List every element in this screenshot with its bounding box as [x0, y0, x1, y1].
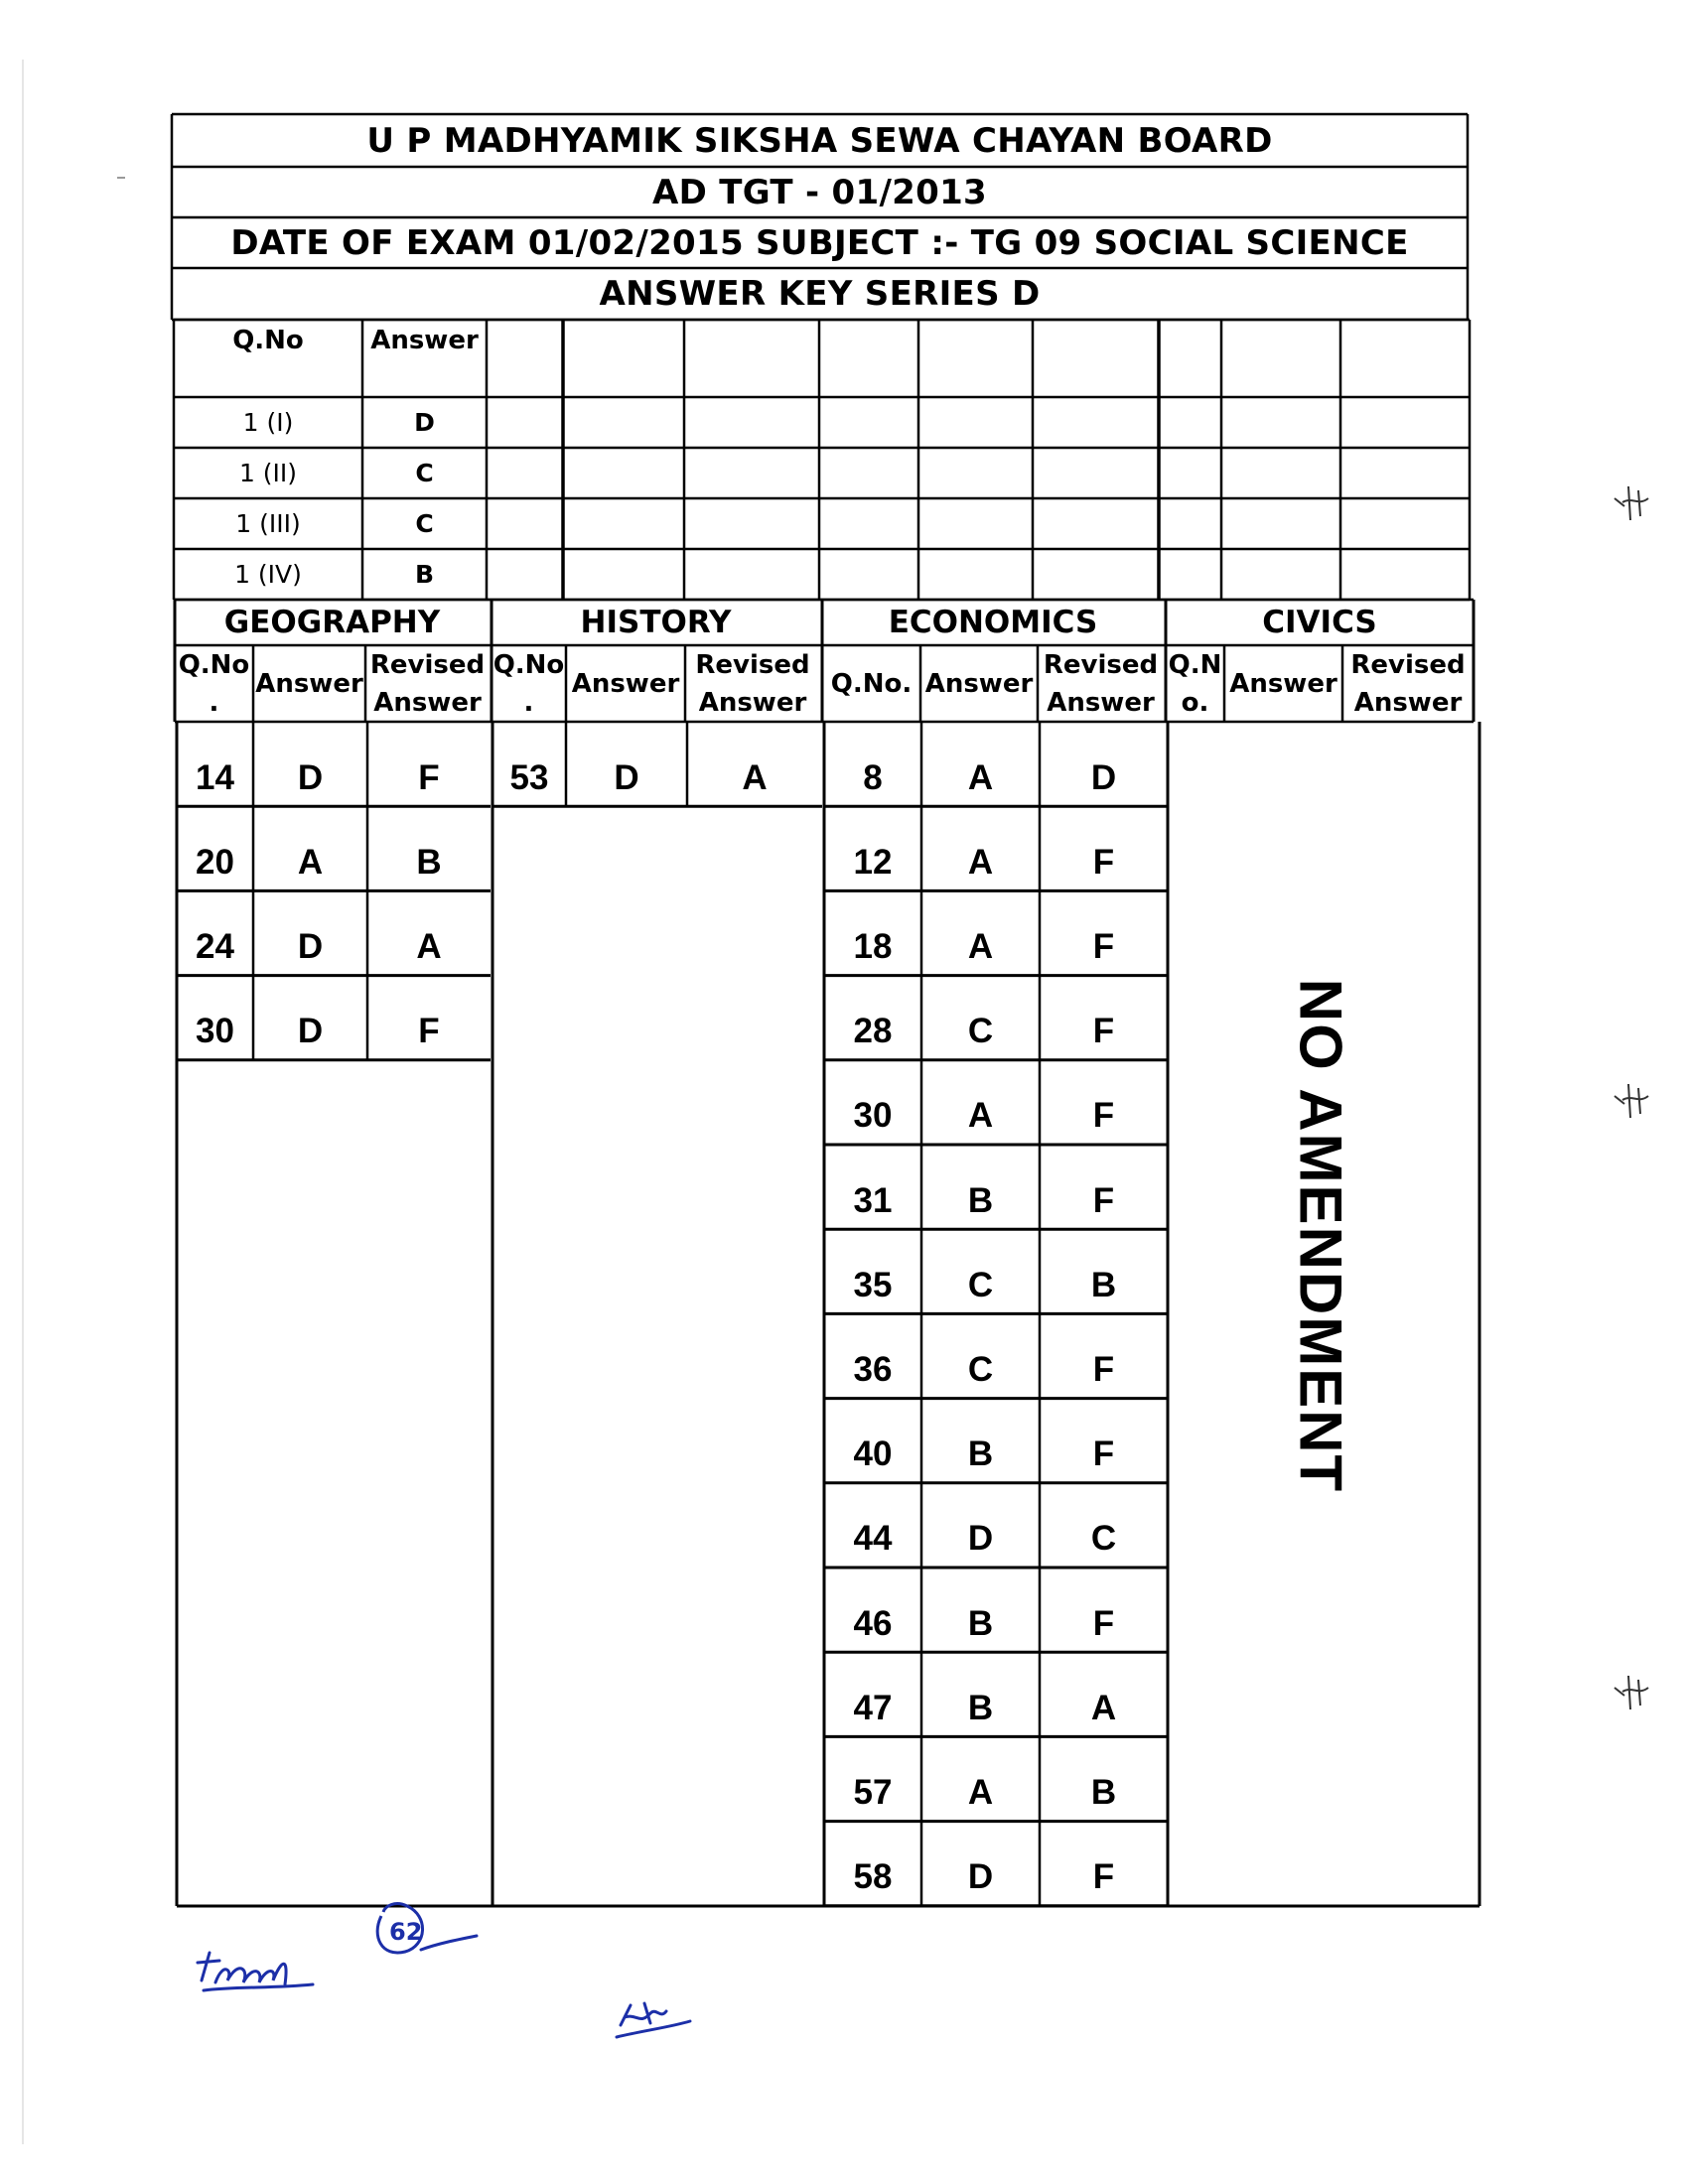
economics-row-answer: C: [967, 1349, 994, 1389]
top-row-answer: C: [415, 459, 434, 487]
economics-row-answer: D: [967, 1519, 994, 1559]
economics-row-answer: A: [967, 842, 994, 882]
economics-row-revised: F: [1092, 1603, 1115, 1643]
geography-row-revised: F: [418, 1012, 440, 1051]
signature-bottom-center: [611, 1995, 700, 2045]
col-revised-economics: Revised Answer: [1043, 649, 1159, 718]
col-revised-civics: Revised Answer: [1350, 649, 1466, 718]
margin-initial-1: [1609, 477, 1658, 526]
banner-date-subject: DATE OF EXAM 01/02/2015 SUBJECT :- TG 09 SOCIAL SCIENCE: [230, 222, 1409, 263]
economics-row-revised: F: [1092, 1180, 1115, 1220]
economics-row-revised: F: [1092, 1012, 1115, 1051]
economics-row-qno: 40: [853, 1434, 893, 1474]
margin-initial-2: [1609, 1074, 1658, 1124]
geography-row-qno: 14: [196, 757, 234, 797]
economics-row-answer: B: [967, 1603, 994, 1643]
col-qno-civics: Q.N o.: [1168, 649, 1222, 718]
economics-row-qno: 36: [853, 1349, 893, 1389]
circled-number-text: 62: [389, 1918, 423, 1946]
geography-row-revised: A: [416, 926, 442, 966]
col-answer-civics: Answer: [1229, 668, 1337, 699]
col-qno-economics: Q.No.: [830, 668, 913, 699]
geography-row-revised: F: [418, 757, 440, 797]
col-answer-geography: Answer: [255, 668, 363, 699]
economics-row-revised: F: [1092, 926, 1115, 966]
economics-row-qno: 12: [853, 842, 893, 882]
economics-row-revised: F: [1092, 842, 1115, 882]
economics-row-answer: A: [967, 1096, 994, 1136]
history-row-revised: A: [742, 757, 768, 797]
col-answer-history: Answer: [571, 668, 680, 699]
top-row-qno: 1 (III): [235, 509, 301, 538]
col-qno-geography: Q.No .: [178, 649, 250, 718]
scan-edge-line: [22, 60, 24, 2144]
economics-row-qno: 31: [853, 1180, 893, 1220]
top-row-answer: B: [414, 560, 435, 589]
top-row-qno: 1 (I): [242, 408, 294, 437]
top-qno-header: Q.No: [232, 326, 304, 355]
section-title-civics: CIVICS: [1262, 605, 1377, 640]
col-answer-economics: Answer: [924, 668, 1034, 699]
economics-row-revised: B: [1090, 1265, 1117, 1304]
economics-row-answer: B: [967, 1180, 994, 1220]
top-answer-header: Answer: [370, 326, 479, 355]
economics-row-answer: A: [967, 757, 994, 797]
col-revised-geography: Revised Answer: [369, 649, 486, 718]
history-row-qno: 53: [509, 757, 549, 797]
economics-row-revised: C: [1090, 1519, 1117, 1559]
economics-row-qno: 58: [853, 1857, 893, 1897]
economics-row-revised: D: [1090, 757, 1117, 797]
geography-row-answer: D: [297, 1012, 324, 1051]
margin-initial-3: [1609, 1666, 1658, 1715]
top-row-qno: 1 (IV): [234, 560, 302, 589]
economics-row-revised: F: [1092, 1096, 1115, 1136]
circled-number-mark: [367, 1896, 487, 1966]
economics-row-qno: 46: [853, 1603, 893, 1643]
geography-row-revised: B: [416, 842, 442, 882]
economics-row-qno: 8: [863, 757, 883, 797]
civics-no-amendment-note: NO AMENDMENT: [1287, 978, 1354, 1494]
banner-exam: AD TGT - 01/2013: [651, 172, 987, 212]
economics-row-answer: A: [967, 926, 994, 966]
col-qno-history: Q.No .: [492, 649, 565, 718]
top-row-qno: 1 (II): [238, 459, 298, 487]
geography-row-answer: A: [297, 842, 324, 882]
geography-row-qno: 20: [196, 842, 234, 882]
section-title-history: HISTORY: [580, 605, 732, 640]
banner-board: U P MADHYAMIK SIKSHA SEWA CHAYAN BOARD: [366, 120, 1273, 161]
economics-row-qno: 28: [853, 1012, 893, 1051]
economics-row-revised: F: [1092, 1349, 1115, 1389]
banner-series: ANSWER KEY SERIES D: [599, 274, 1041, 314]
col-revised-history: Revised Answer: [695, 649, 810, 718]
history-row-answer: D: [614, 757, 639, 797]
economics-row-revised: B: [1090, 1772, 1117, 1812]
economics-row-qno: 44: [853, 1519, 893, 1559]
section-title-economics: ECONOMICS: [888, 605, 1098, 640]
geography-row-answer: D: [297, 757, 324, 797]
economics-row-answer: C: [967, 1012, 994, 1051]
signature-bottom-left: [194, 1941, 323, 2000]
economics-row-answer: D: [967, 1857, 994, 1897]
top-row-answer: C: [415, 509, 434, 538]
economics-row-qno: 35: [853, 1265, 893, 1304]
economics-row-answer: B: [967, 1434, 994, 1474]
top-row-answer: D: [414, 408, 435, 437]
geography-row-qno: 30: [196, 1012, 234, 1051]
section-title-geography: GEOGRAPHY: [223, 605, 441, 640]
scan-mark: [117, 177, 125, 179]
geography-row-qno: 24: [196, 926, 234, 966]
economics-row-qno: 30: [853, 1096, 893, 1136]
geography-row-answer: D: [297, 926, 324, 966]
economics-row-revised: F: [1092, 1857, 1115, 1897]
economics-row-answer: A: [967, 1772, 994, 1812]
economics-row-revised: A: [1090, 1688, 1117, 1727]
economics-row-answer: C: [967, 1265, 994, 1304]
economics-row-answer: B: [967, 1688, 994, 1727]
economics-row-qno: 18: [853, 926, 893, 966]
economics-row-qno: 47: [853, 1688, 893, 1727]
economics-row-qno: 57: [853, 1772, 893, 1812]
economics-row-revised: F: [1092, 1434, 1115, 1474]
